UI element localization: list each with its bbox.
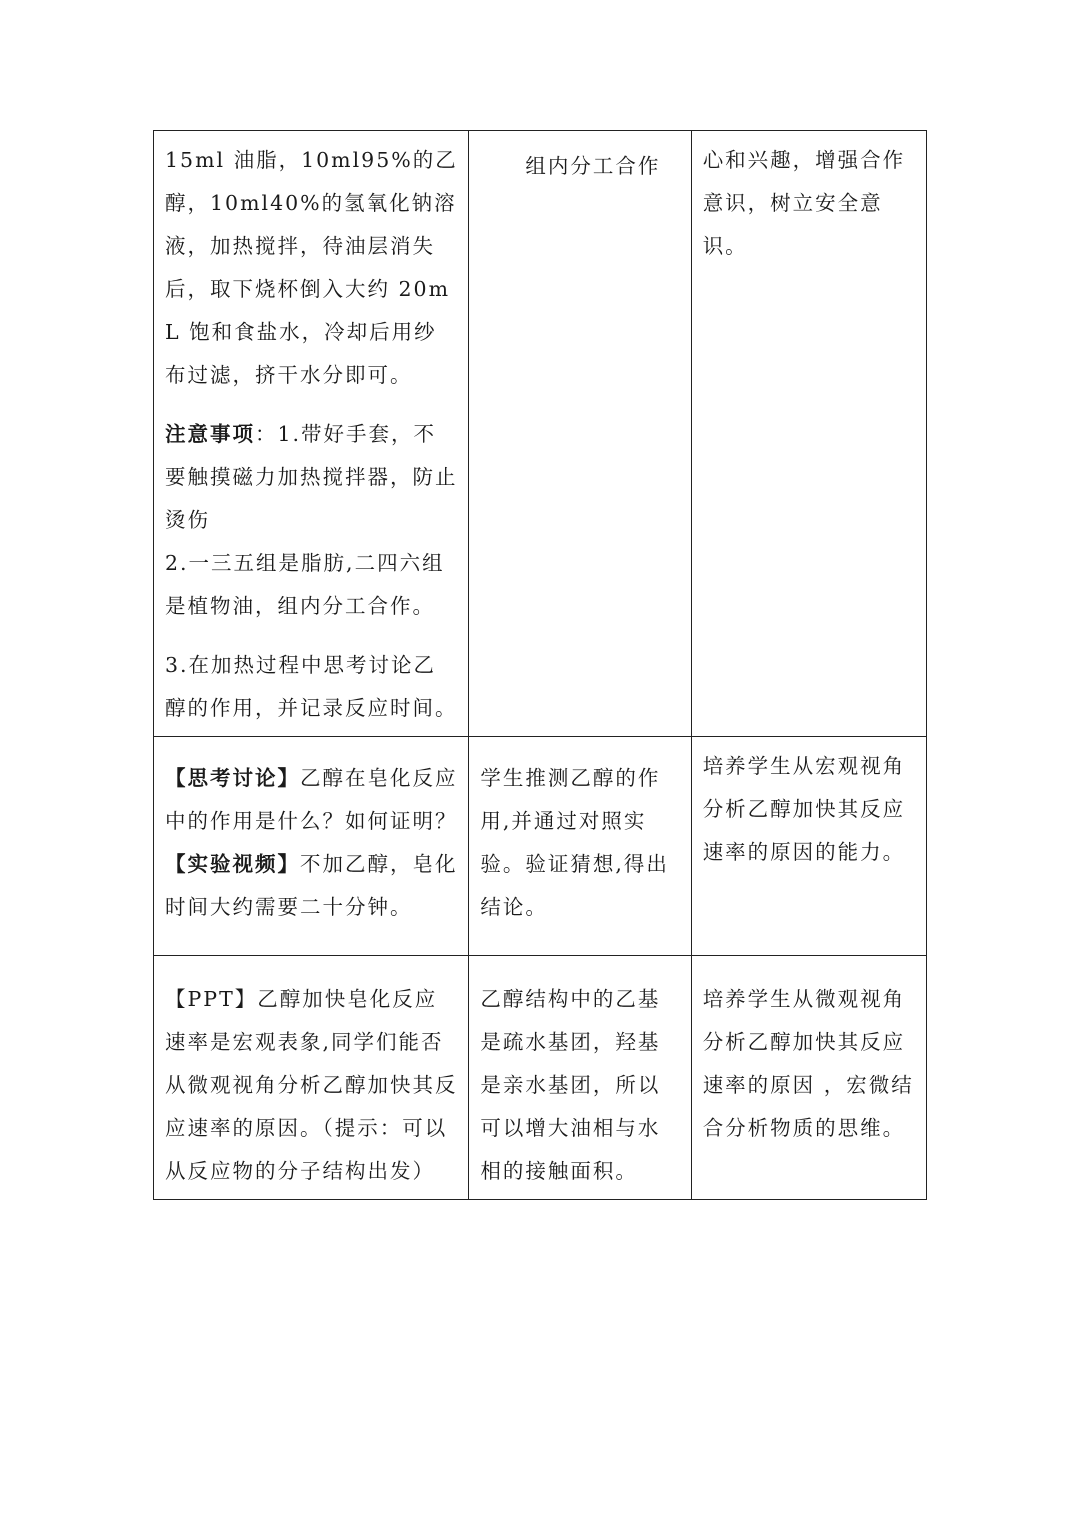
design-intent-text: 培养学生从微观视角分析乙醇加快其反应速率的原因 ，宏微结合分析物质的思维。	[702, 987, 914, 1140]
teacher-activity-cell	[154, 737, 469, 956]
student-activity-text: 学生推测乙醇的作用,并通过对照实验。验证猜想,得出结论。	[480, 766, 669, 919]
table-row	[154, 737, 927, 956]
student-activity-text: 组内分工合作	[525, 154, 661, 178]
student-activity-cell	[469, 956, 691, 1200]
video-text: 不加乙醇，皂化时间大约需要二十分钟。	[165, 852, 458, 919]
notes-item-3: 3.在加热过程中思考讨论乙醇的作用，并记录反应时间。	[165, 653, 458, 720]
discussion-text: 乙醇在皂化反应中的作用是什么？如何证明？	[165, 766, 458, 833]
design-intent-cell	[691, 131, 926, 737]
table-row	[154, 956, 927, 1200]
procedure-text: 15ml 油脂，10ml95%的乙醇，10ml40%的氢氧化钠溶液，加热搅拌，待油层消失后，取下烧杯倒入大约 20mL 饱和食盐水，冷却后用纱布过滤，挤干水分即可。	[165, 148, 458, 387]
discussion-paragraph	[165, 757, 458, 843]
ppt-text: 【PPT】乙醇加快皂化反应速率是宏观表象,同学们能否从微观视角分析乙醇加快其反应速率的原因。（提示：可以从反应物的分子结构出发）	[165, 987, 458, 1183]
student-activity-cell	[469, 131, 691, 737]
design-intent-text: 心和兴趣，增强合作意识，树立安全意识。	[702, 148, 906, 258]
table-row	[154, 131, 927, 737]
video-label: 【实验视频】	[165, 852, 300, 876]
design-intent-cell	[691, 956, 926, 1200]
notes-item-2: 2.一三五组是脂肪,二四六组是植物油，组内分工合作。	[165, 551, 445, 618]
design-intent-text: 培养学生从宏观视角分析乙醇加快其反应速率的原因的能力。	[702, 754, 906, 864]
discussion-label: 【思考讨论】	[165, 766, 300, 790]
notes-item-1: ：1.带好手套，不要触摸磁力加热搅拌器，防止烫伤	[165, 422, 458, 532]
design-intent-cell	[691, 737, 926, 956]
student-activity-cell	[469, 737, 691, 956]
teacher-activity-cell	[154, 131, 469, 737]
video-paragraph	[165, 843, 458, 929]
notes-label: 注意事项	[165, 422, 255, 446]
teacher-activity-cell	[154, 956, 469, 1200]
lesson-plan-table	[153, 130, 927, 1200]
student-activity-text: 乙醇结构中的乙基是疏水基团，羟基是亲水基团，所以可以增大油相与水相的接触面积。	[480, 987, 661, 1183]
notes-paragraph	[165, 413, 458, 628]
